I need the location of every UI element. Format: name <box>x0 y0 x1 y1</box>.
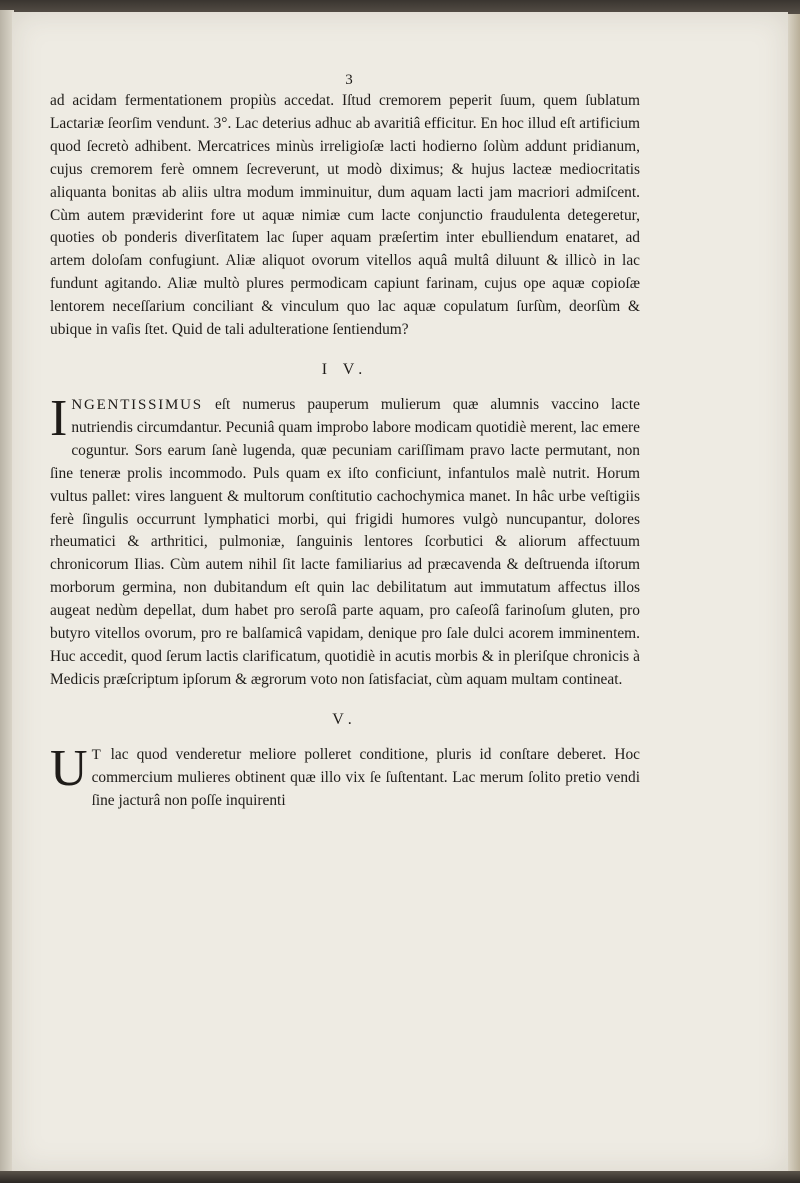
lead-capitals: NGENTISSIMUS <box>71 396 203 413</box>
section-heading-v: V. <box>332 710 358 728</box>
page-right-edge <box>788 14 800 1172</box>
lead-capitals: T <box>91 746 103 763</box>
section-iv-text: eſt numerus pauperum mulierum quæ alumnis vaccino lacte nutriendis circumdantur. Pecuniâ quam improbo labore modicam quotidiè merent, lac emere coguntur. Sors earum ſanè lugenda, quæ pecuniam cariſſimam pravo lacte permutant, non ſine teneræ prolis incommodo. Puls quam ex iſto conficiunt, infantulos malè nutrit. Horum vultus pallet: vires languent & multorum conſtitutio cachochymica manet. In hâc urbe veſtigiis ferè ſingulis occurrunt lymphatici morbi, qui frigidi humores vulgò nuncupantur, dolores rheumatici & arthritici, pulmoniæ, ſanguinis lentores ſcorbutici & aliorum affectuum chronicorum Ilias. Cùm autem nihil ſit lacte familiarius ad præcavenda & deſtruenda iſtorum morborum germina, non dubitandum eſt quin lac debilitatum aut immutatum affectus illos augeat nedùm depellat, dum habet pro seroſâ parte aquam, pro caſeoſâ farinoſum gluten, pro butyro vitellos ovorum, pro re balſamicâ vapidam, denique pro ſale dulci acorem imminentem. Huc accedit, quod ſerum lactis clarificatum, quotidiè in acutis morbis & in pleriſque chronicis à Medicis præſcriptum ipſorum & ægrorum voto non ſatisfaciat, cùm aquam multam contineat. <box>50 395 640 688</box>
paragraph-continuation: ad acidam fermentationem propiùs accedat. Iſtud cremorem peperit ſuum, quem ſublatum Lactariæ ſeorſim vendunt. 3°. Lac deterius adhuc ab avaritiâ efficitur. En hoc illud eſt artificium quod ſecretò adhibent. Mercatrices minùs irreligioſæ lacti hodierno ſolùm addunt pridianum, cujus cremorem ferè omnem ſecreverunt, ut modò diximus; & hujus lacteæ mediocritatis aliquanta bonitas ab aliis ultra modum imminuitur, dum aquam lacti jam macriori admiſcent. Cùm autem præviderint fore ut aquæ nimiæ cum lacte conjunctio fraudulenta detegeretur, quoties ob ponderis diverſitatem lac ſuper aquam præſertim inter ebulliendum enataret, ad artem doloſam confugiunt. Aliæ aliquot ovorum vitellos aquâ multâ diluunt & illicò in lac fundunt agitando. Aliæ multò plures permodicam capiunt farinam, cujus ope aquæ copioſæ lentorem neceſſarium conciliant & vinculum quo lac aquæ copulatum ſurſùm, deorſùm & ubique in vaſis ſtet. Quid de tali adulteratione ſentiendum? <box>50 92 640 339</box>
page-number: 3 <box>345 72 353 88</box>
section-iv-paragraph: I NGENTISSIMUS eſt numerus pauperum mulierum quæ alumnis vaccino lacte nutriendis circumdantur. Pecuniâ quam improbo labore modicam quotidiè merent, lac emere coguntur. Sors earum ſanè lugenda, quæ pecuniam cariſſimam pravo lacte permutant, non ſine teneræ prolis incommodo. Puls quam ex iſto conficiunt, infantulos malè nutrit. Horum vultus pallet: vires languent & multorum conſtitutio cachochymica manet. In hâc urbe veſtigiis ferè ſingulis occurrunt lymphatici morbi, qui frigidi humores vulgò nuncupantur, dolores rheumatici & arthritici, pulmoniæ, ſanguinis lentores ſcorbutici & aliorum affectuum chronicorum Ilias. Cùm autem nihil ſit lacte familiarius ad præcavenda & deſtruenda iſtorum morborum germina, non dubitandum eſt quin lac debilitatum aut immutatum affectus illos augeat nedùm depellat, dum habet pro seroſâ parte aquam, pro caſeoſâ farinoſum gluten, pro butyro vitellos ovorum, pro re balſamicâ vapidam, denique pro ſale dulci acorem imminentem. Huc accedit, quod ſerum lactis clarificatum, quotidiè in acutis morbis & in pleriſque chronicis à Medicis præſcriptum ipſorum & ægrorum voto non ſatisfaciat, cùm aquam multam contineat. <box>50 389 640 688</box>
book-bottom-edge <box>0 1171 800 1183</box>
page-text-block <box>50 70 640 812</box>
section-heading-iv: I V. <box>321 360 369 378</box>
section-v-paragraph: U T lac quod venderetur meliore polleret conditione, pluris id conſtare deberet. Hoc commercium mulieres obtinent quæ illo vix ſe ſuſtentant. Lac merum ſolito pretio vendi ſine jacturâ non poſſe inquirenti <box>50 739 640 809</box>
section-v-text: lac quod venderetur meliore polleret conditione, pluris id conſtare deberet. Hoc commercium mulieres obtinent quæ illo vix ſe ſuſtentant. Lac merum ſolito pretio vendi ſine jacturâ non poſſe inquirenti <box>91 745 640 809</box>
